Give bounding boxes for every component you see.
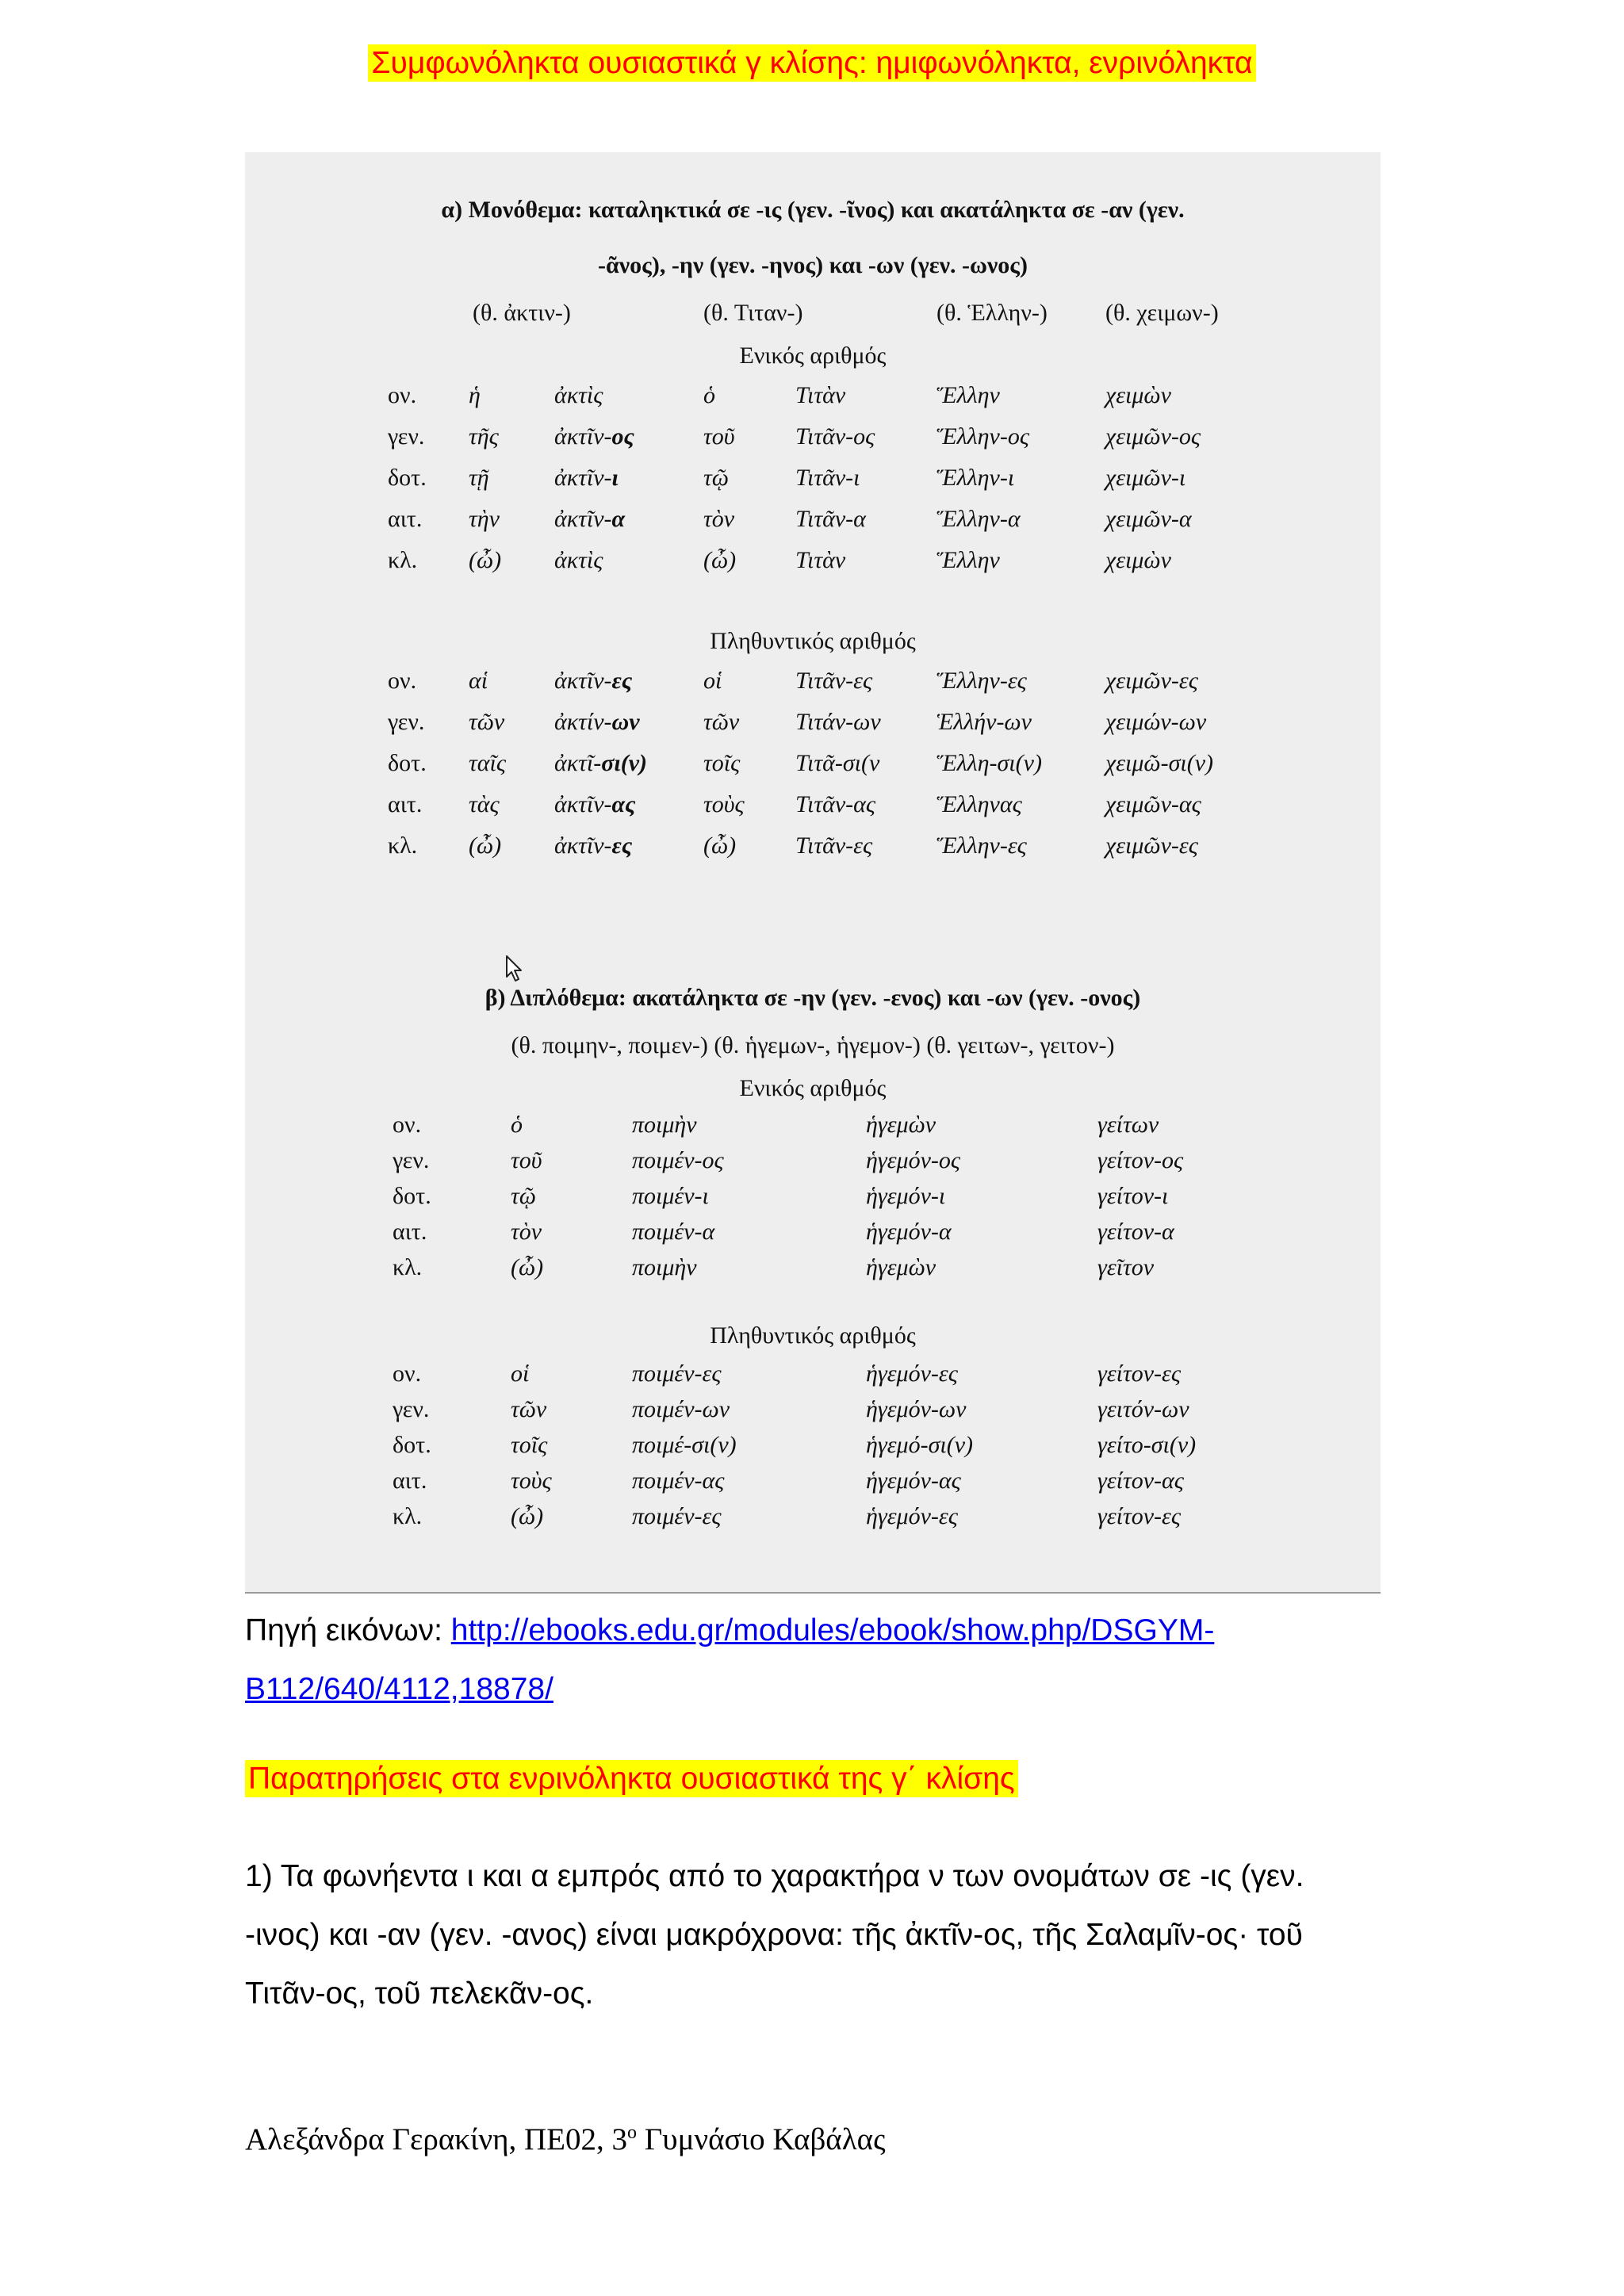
cell-art1: (ὦ): [469, 832, 502, 859]
cell-w3: γείτο-σι(ν): [1097, 1432, 1197, 1458]
cell-w1: ἀκτῖν-: [554, 668, 612, 694]
cell-ending: α: [611, 506, 626, 532]
cell-w2: Τιτᾶν-ος: [795, 423, 875, 450]
table-row: [245, 1503, 1381, 1540]
cell-art1: τὴν: [469, 506, 500, 532]
cell-w1: ἀκτῖν-: [554, 832, 612, 859]
table-row: [245, 709, 1381, 745]
table-row: [245, 750, 1381, 786]
cell-w1: ποιμὴν: [632, 1112, 697, 1138]
table-row: [245, 1396, 1381, 1433]
cell-w2: ἡγεμόν-ος: [866, 1147, 961, 1173]
section-a-heading-line1: α) Μονόθεμα: καταληκτικά σε -ις (γεν. -ῖνος) και ακατάληκτα σε -αν (γεν.: [441, 197, 1185, 223]
cell-ending: ι: [611, 465, 619, 491]
cell-art: τοὺς: [511, 1468, 552, 1494]
section-b-singular-heading: Ενικός αριθμός: [739, 1075, 887, 1101]
cell-art: οἱ: [511, 1360, 530, 1387]
cell-w1-group: [554, 506, 625, 533]
cell-case: αιτ.: [393, 1468, 427, 1494]
cell-w2: Τιτᾶν-ες: [795, 832, 873, 859]
cell-w4: χειμὼν: [1105, 382, 1171, 408]
cell-case: κλ.: [393, 1503, 423, 1529]
cell-art: τῷ: [511, 1183, 536, 1209]
cell-w1: ἀκτῖν-: [554, 506, 612, 532]
cell-w2: Τιτᾶν-ι: [795, 465, 860, 491]
cell-w1: ποιμέν-ες: [632, 1503, 722, 1529]
cell-art: ὁ: [511, 1112, 523, 1138]
declension-figure: [245, 152, 1381, 1594]
cell-case: γεν.: [388, 709, 425, 735]
table-row: [245, 791, 1381, 828]
cell-w3: γείτον-ες: [1097, 1360, 1182, 1387]
cell-art1: αἱ: [469, 668, 488, 694]
cell-w1-group: [554, 709, 640, 736]
cell-w1: ποιμέν-ι: [632, 1183, 709, 1209]
page-title: [0, 38, 1624, 89]
page-title-text: Συμφωνόληκτα ουσιαστικά γ κλίσης: ημιφωνόληκτα, ενρινόληκτα: [368, 44, 1255, 82]
table-row: [245, 1183, 1381, 1219]
cell-art: τὸν: [511, 1219, 542, 1245]
cell-w3: Ἕλλην: [936, 382, 1000, 408]
cell-w3: γείτον-ας: [1097, 1468, 1184, 1494]
table-row: [245, 1254, 1381, 1291]
section-b-heading: β) Διπλόθεμα: ακατάληκτα σε -ην (γεν. -ενος) και -ων (γεν. -ονος): [485, 985, 1141, 1011]
cell-art1: ἡ: [469, 382, 481, 408]
cell-w1-group: [554, 750, 647, 777]
table-row: [245, 465, 1381, 501]
cell-art1: τῆς: [469, 423, 499, 450]
cell-case: γεν.: [393, 1396, 430, 1422]
cell-w2: ἡγεμό-σι(ν): [866, 1432, 973, 1458]
cell-art2: τῷ: [703, 465, 729, 491]
cell-ending: ος: [611, 423, 634, 450]
cell-w2: ἡγεμόν-ες: [866, 1360, 958, 1387]
cell-art1: ταῖς: [469, 750, 506, 776]
cell-w3: Ἕλλην: [936, 547, 1000, 573]
cell-art2: τοὺς: [703, 791, 745, 817]
cell-case: δοτ.: [388, 750, 427, 776]
cell-case: γεν.: [388, 423, 425, 450]
table-row: [245, 668, 1381, 704]
cell-art: τοῖς: [511, 1432, 548, 1458]
notes-heading: Παρατηρήσεις στα ενρινόληκτα ουσιαστικά της γ΄ κλίσης: [245, 1754, 1018, 1804]
mouse-pointer-icon: [505, 955, 526, 983]
cell-case: δοτ.: [388, 465, 427, 491]
theme-ellin: (θ. Ἑλλην-): [936, 300, 1048, 326]
cell-case: δοτ.: [393, 1432, 431, 1458]
cell-w4: χειμῶν-α: [1105, 506, 1192, 532]
cell-case: ον.: [388, 382, 417, 408]
table-row: [245, 1112, 1381, 1148]
section-b-plural-heading: Πληθυντικός αριθμός: [710, 1322, 916, 1349]
table-row: [245, 506, 1381, 542]
table-row: [245, 1360, 1381, 1397]
cell-ending: ων: [611, 709, 640, 735]
cell-case: γεν.: [393, 1147, 430, 1173]
cell-w1: ποιμέν-ας: [632, 1468, 725, 1494]
cell-w1: ἀκτὶς: [554, 382, 603, 408]
cell-w1: ποιμέν-α: [632, 1219, 715, 1245]
table-row: [245, 423, 1381, 460]
cell-art1: τὰς: [469, 791, 500, 817]
cell-w1: ἀκτῖν-: [554, 423, 612, 450]
cell-w1: ἀκτῖν-: [554, 791, 612, 817]
cell-case: κλ.: [393, 1254, 423, 1280]
cell-art2: τὸν: [703, 506, 735, 532]
cell-w3: Ἕλλην-ες: [936, 832, 1027, 859]
table-row: [245, 547, 1381, 584]
cell-w2: ἡγεμόν-ων: [866, 1396, 967, 1422]
cell-w3: γεῖτον: [1097, 1254, 1155, 1280]
cell-ending: σι(ν): [601, 750, 648, 776]
cell-w2: ἡγεμὼν: [866, 1254, 936, 1280]
cell-case: ον.: [388, 668, 417, 694]
cell-w1-group: [554, 791, 636, 818]
cell-w1: ποιμὴν: [632, 1254, 697, 1280]
cell-art2: οἱ: [703, 668, 722, 694]
table-row: [245, 1468, 1381, 1504]
cell-w3: Ἕλλην-α: [936, 506, 1021, 532]
cell-case: δοτ.: [393, 1183, 431, 1209]
cell-w1: ποιμέν-ων: [632, 1396, 730, 1422]
cell-art2: ὁ: [703, 382, 715, 408]
cell-w3: γείτον-ι: [1097, 1183, 1169, 1209]
cell-w1: ποιμέ-σι(ν): [632, 1432, 737, 1458]
cell-w4: χειμῶν-ες: [1105, 668, 1198, 694]
table-row: [245, 832, 1381, 869]
cell-w4: χειμῶ-σι(ν): [1105, 750, 1214, 776]
cell-w3: γείτον-α: [1097, 1219, 1174, 1245]
cell-art2: (ὦ): [703, 832, 737, 859]
footer-author: Αλεξάνδρα Γερακίνη, ΠΕ02, $3^o$ Γυμνάσιο Καβάλας: [245, 2122, 886, 2156]
cell-w4: χειμῶν-ι: [1105, 465, 1186, 491]
cell-art: (ὦ): [511, 1254, 544, 1280]
cell-ending: ες: [611, 668, 633, 694]
table-row: [245, 382, 1381, 419]
section-a-singular-heading: Ενικός αριθμός: [739, 342, 887, 369]
theme-cheimon: (θ. χειμων-): [1105, 300, 1219, 326]
table-row: [245, 1147, 1381, 1184]
cell-w3: γείτων: [1097, 1112, 1159, 1138]
cell-art1: (ὦ): [469, 547, 502, 573]
cell-art2: τοῦ: [703, 423, 735, 450]
cell-art: τῶν: [511, 1396, 547, 1422]
section-a-heading-line2: -ᾶνος), -ην (γεν. -ηνος) και -ων (γεν. -ωνος): [598, 252, 1028, 278]
cell-w1: ἀκτῖν-: [554, 465, 612, 491]
section-b-themes: (θ. ποιμην-, ποιμεν-) (θ. ἡγεμων-, ἡγεμον-) (θ. γειτων-, γειτον-): [511, 1032, 1115, 1058]
cell-w2: Τιτὰν: [795, 547, 846, 573]
image-source: [245, 1601, 1403, 1719]
cell-w2: Τιτᾶν-α: [795, 506, 866, 532]
cell-w3: Ἑλλήν-ων: [936, 709, 1032, 735]
cell-w2: ἡγεμόν-α: [866, 1219, 952, 1245]
table-row: [245, 1219, 1381, 1255]
cell-art2: τῶν: [703, 709, 740, 735]
cell-art2: (ὦ): [703, 547, 737, 573]
cell-w3: Ἕλλην-ος: [936, 423, 1029, 450]
cell-case: αιτ.: [388, 791, 423, 817]
cell-w2: Τιτὰν: [795, 382, 846, 408]
cell-case: κλ.: [388, 832, 418, 859]
cell-w2: ἡγεμόν-ες: [866, 1503, 958, 1529]
cell-w4: χειμῶν-ας: [1105, 791, 1201, 817]
cell-w1: ἀκτίν-: [554, 709, 612, 735]
cell-w3: γειτόν-ων: [1097, 1396, 1189, 1422]
cell-w4: χειμὼν: [1105, 547, 1171, 573]
source-label: Πηγή εικόνων:: [245, 1613, 451, 1647]
cell-w2: Τιτᾶν-ες: [795, 668, 873, 694]
cell-w1: ποιμέν-ος: [632, 1147, 724, 1173]
cell-w4: χειμῶν-ος: [1105, 423, 1201, 450]
cell-w2: Τιτᾶν-ας: [795, 791, 876, 817]
cell-art1: τῶν: [469, 709, 505, 735]
cell-w3: Ἕλλην-ες: [936, 668, 1027, 694]
cell-case: αιτ.: [393, 1219, 427, 1245]
cell-w2: Τιτάν-ων: [795, 709, 881, 735]
cell-art: τοῦ: [511, 1147, 542, 1173]
cell-case: αιτ.: [388, 506, 423, 532]
cell-w3: γείτον-ες: [1097, 1503, 1182, 1529]
note-paragraph: 1) Τα φωνήεντα ι και α εμπρός από το χαρακτήρα ν των ονομάτων σε -ις (γεν. -ινος) και -αν (γεν. -ανος) είναι μακρόχρονα: τῆς ἀκτῖν-ος, τῆς Σαλαμῖν-ος· τοῦ Τιτᾶν-ος, τοῦ πελεκᾶν-ος.: [245, 1859, 1304, 2011]
cell-case: ον.: [393, 1112, 422, 1138]
cell-art2: τοῖς: [703, 750, 741, 776]
cell-case: κλ.: [388, 547, 418, 573]
cell-w3: Ἕλλην-ι: [936, 465, 1015, 491]
source-link[interactable]: http://ebooks.edu.gr/modules/ebook/show.php/DSGYM- B112/640/4112,18878/: [245, 1613, 1215, 1706]
cell-w2: ἡγεμόν-ας: [866, 1468, 961, 1494]
cell-case: ον.: [393, 1360, 422, 1387]
theme-titan: (θ. Τιταν-): [703, 300, 803, 326]
cell-w2: Τιτᾶ-σι(ν: [795, 750, 880, 776]
section-a-plural-heading: Πληθυντικός αριθμός: [710, 628, 916, 654]
cell-w3: γείτον-ος: [1097, 1147, 1184, 1173]
cell-w1-group: [554, 668, 632, 695]
cell-w1-group: [554, 832, 632, 859]
cell-w1-group: [554, 465, 619, 492]
theme-aktin: (θ. ἀκτιν-): [473, 300, 571, 326]
cell-art: (ὦ): [511, 1503, 544, 1529]
cell-w1: ἀκτῖ-: [554, 750, 602, 776]
cell-w2: ἡγεμὼν: [866, 1112, 936, 1138]
cell-w4: χειμῶν-ες: [1105, 832, 1198, 859]
cell-w1: ποιμέν-ες: [632, 1360, 722, 1387]
cell-w3: Ἕλλη-σι(ν): [936, 750, 1042, 776]
cell-w1: ἀκτὶς: [554, 547, 603, 573]
cell-ending: ες: [611, 832, 633, 859]
cell-art1: τῇ: [469, 465, 489, 491]
cell-ending: ας: [611, 791, 636, 817]
table-row: [245, 1432, 1381, 1468]
cell-w1-group: [554, 423, 634, 450]
cell-w3: Ἕλληνας: [936, 791, 1022, 817]
cell-w4: χειμών-ων: [1105, 709, 1207, 735]
cell-w2: ἡγεμόν-ι: [866, 1183, 946, 1209]
